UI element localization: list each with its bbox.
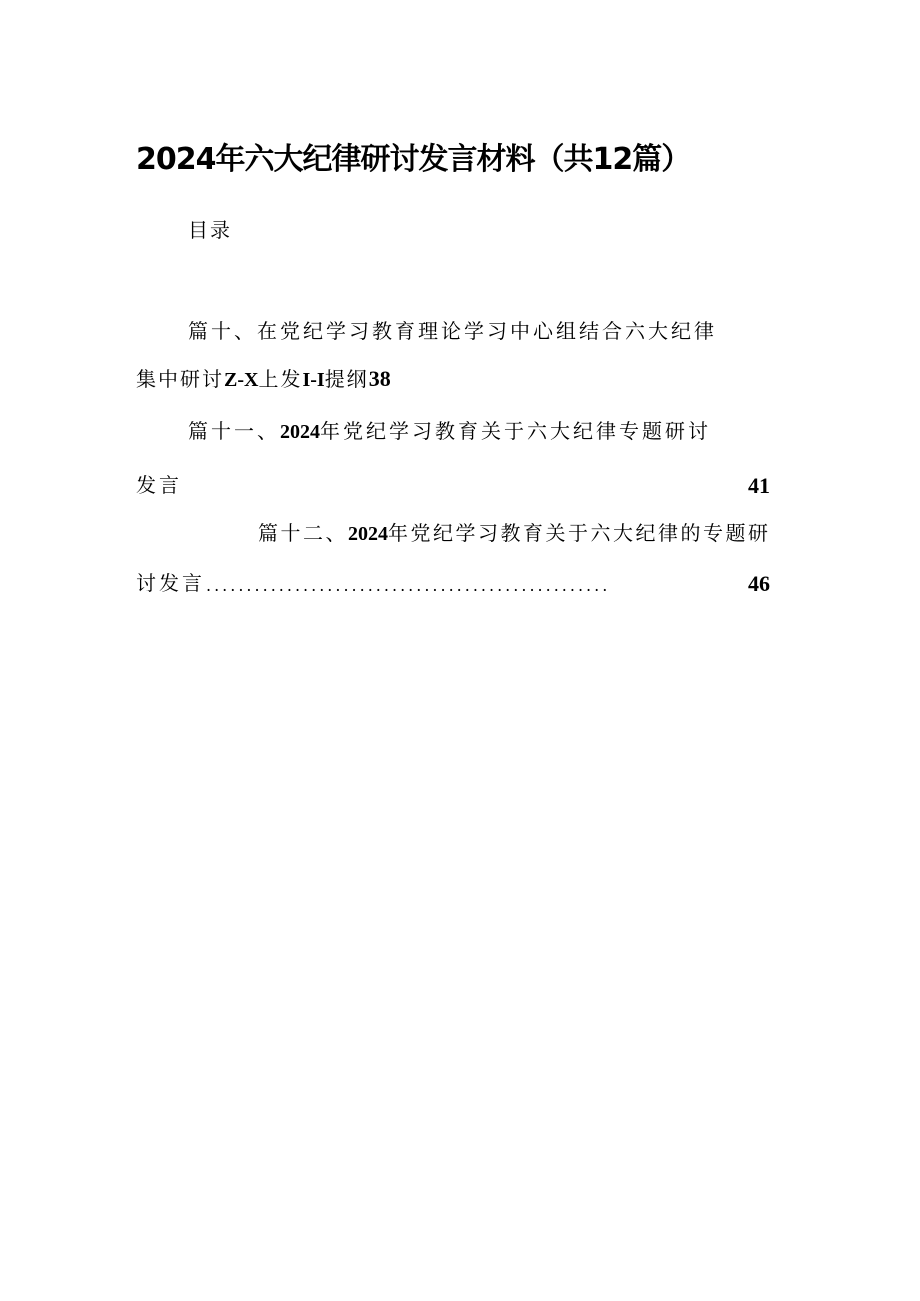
toc-entry-10-line2 <box>136 364 391 395</box>
toc-entry-11-line1 <box>188 416 711 447</box>
toc-entry-11-year: 2024 <box>280 421 320 443</box>
toc-entry-10-prefix: 集中研讨 <box>136 367 224 391</box>
toc-entry-12-prefix: 篇十二、 <box>258 521 348 545</box>
toc-entry-12-line1 <box>258 518 771 549</box>
toc-entry-12-page: 46 <box>748 571 770 596</box>
toc-entry-10-code-b: I-I <box>302 369 325 391</box>
toc-entry-11-rest: 年党纪学习教育关于六大纪律专题研讨 <box>320 419 711 443</box>
toc-entry-11-line2: 发言 <box>136 473 182 497</box>
toc-entry-10-suffix: 提纲 <box>324 367 369 391</box>
toc-entry-10-code-a: Z-X <box>224 369 259 391</box>
toc-entry-10-mid: 上发 <box>258 367 303 391</box>
toc-entry-10-line1: 篇十、在党纪学习教育理论学习中心组结合六大纪律 <box>188 319 717 343</box>
toc-entry-10-page: 38 <box>368 366 391 391</box>
toc-entry-11-prefix: 篇十一、 <box>188 419 280 443</box>
toc-heading: 目录 <box>188 218 232 242</box>
toc-entry-12-line2: 讨发言 <box>136 571 205 595</box>
toc-entry-12-year: 2024 <box>348 523 388 545</box>
document-title: 2024年六大纪律研讨发言材料（共12篇） <box>136 142 691 177</box>
toc-entry-11-page: 41 <box>748 473 770 498</box>
toc-entry-12-rest: 年党纪学习教育关于六大纪律的专题研 <box>388 521 771 545</box>
toc-entry-12-leader-dots: .................................................. <box>206 576 611 595</box>
